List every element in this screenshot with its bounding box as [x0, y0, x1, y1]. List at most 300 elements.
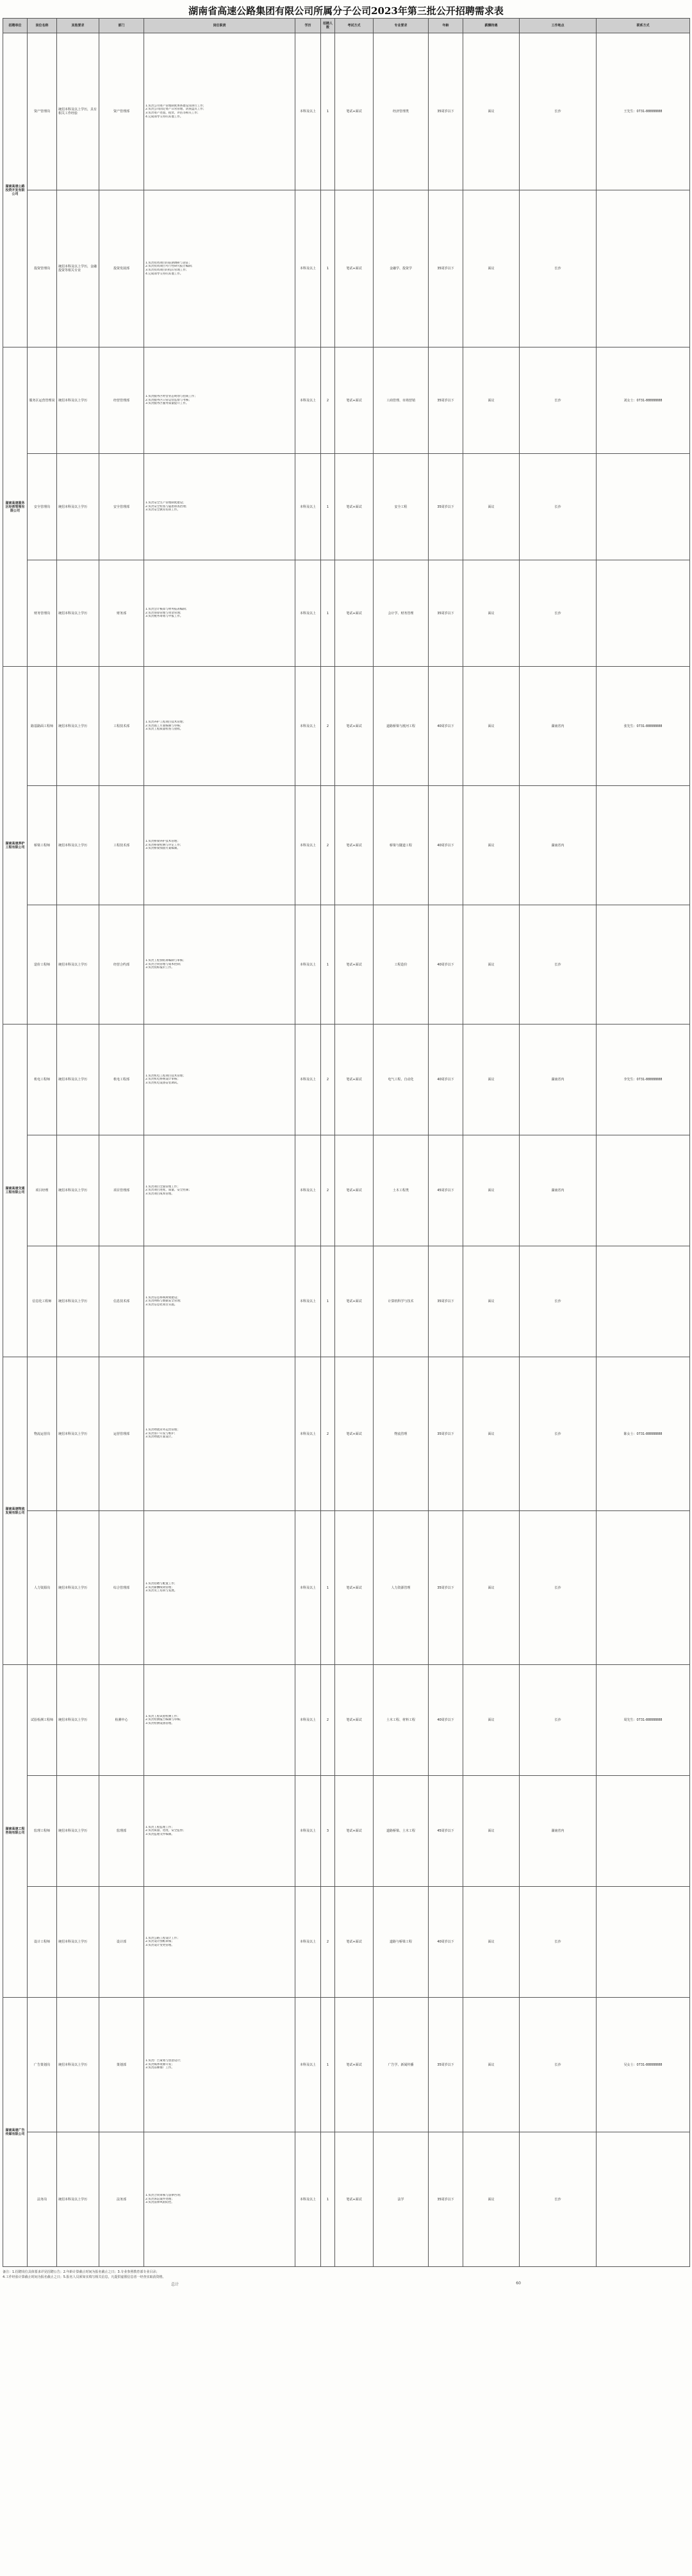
- table-row: [3, 454, 690, 560]
- req-cell: 统招本科及以上学历: [57, 667, 99, 786]
- table-row: [3, 1887, 690, 1998]
- req-cell: 统招本科及以上学历: [57, 560, 99, 667]
- post-cell: 财务管理岗: [28, 560, 57, 667]
- exam-cell: 笔试+面试: [335, 1135, 374, 1246]
- edu-cell: 本科及以上: [295, 454, 321, 560]
- major-cell: 经济管理类: [374, 33, 429, 190]
- num-cell: 2: [321, 786, 335, 905]
- edu-cell: 本科及以上: [295, 667, 321, 786]
- table-body: [3, 33, 690, 2267]
- post-cell: 人力资源岗: [28, 1511, 57, 1665]
- header-salary: 薪酬待遇: [463, 19, 520, 33]
- duty-line: 4.完成领导交办的其他工作。: [145, 272, 183, 276]
- org-cell: 湖南高速广告传媒有限公司: [3, 1998, 28, 2267]
- duty-line: 2.负责公司固定资产日常管理、清查盘点工作；: [145, 108, 206, 112]
- dept-cell: 机电工程部: [99, 1025, 144, 1135]
- duty-line: 3.负责安全教育培训工作。: [145, 508, 180, 512]
- contact-cell: [597, 1887, 690, 1998]
- contact-cell: [597, 786, 690, 905]
- org-cell: 湖南高速交通工程有限公司: [3, 1025, 28, 1357]
- duty-line: 1.负责机电工程项目技术管理；: [145, 1074, 186, 1078]
- contact-cell: [597, 1246, 690, 1357]
- place-cell: 长沙: [520, 560, 597, 667]
- exam-cell: 笔试+面试: [335, 2132, 374, 2267]
- contact-cell: [597, 1776, 690, 1887]
- header-age: 年龄: [429, 19, 463, 33]
- dept-cell: 监理部: [99, 1776, 144, 1887]
- table-row: [3, 1776, 690, 1887]
- duty-line: 3.负责桥梁加固方案编制。: [145, 847, 180, 851]
- duty-line: 3.负责工程质量检查与验收。: [145, 728, 183, 732]
- duty-line: 2.负责客户开发与维护；: [145, 1432, 177, 1435]
- exam-cell: 笔试+面试: [335, 1357, 374, 1511]
- duty-line: 3.负责品牌推广工作。: [145, 2066, 174, 2070]
- dept-cell: 工程技术部: [99, 786, 144, 905]
- major-cell: 工程造价: [374, 905, 429, 1025]
- salary-cell: 面议: [463, 2132, 520, 2267]
- notes: [3, 2270, 689, 2280]
- edu-cell: 本科及以上: [295, 1246, 321, 1357]
- duty-line: 1.负责项目全面管理工作；: [145, 1185, 180, 1189]
- dept-cell: 检测中心: [99, 1665, 144, 1776]
- duty-cell: [144, 33, 295, 190]
- contact-cell: [597, 905, 690, 1025]
- table-row: [3, 786, 690, 905]
- place-cell: 长沙: [520, 1357, 597, 1511]
- edu-cell: 本科及以上: [295, 1665, 321, 1776]
- num-cell: 2: [321, 1887, 335, 1998]
- contact-cell: 周先生：0731-88888888: [597, 1665, 690, 1776]
- num-cell: 1: [321, 190, 335, 347]
- place-cell: 湖南省内: [520, 1776, 597, 1887]
- duty-line: 3.负责信息化项目实施。: [145, 1303, 177, 1307]
- table-row: [3, 1135, 690, 1246]
- exam-cell: 笔试+面试: [335, 667, 374, 786]
- req-cell: 统招本科及以上学历: [57, 347, 99, 454]
- note-line: 4.工作经验计算截止时间为报名截止之日；5.报名人员须如实填写相关信息，凡提供虚假信息者一经查实取消资格。: [3, 2275, 166, 2279]
- exam-cell: 笔试+面试: [335, 1246, 374, 1357]
- major-cell: 道路桥梁与渡河工程: [374, 667, 429, 786]
- place-cell: 长沙: [520, 33, 597, 190]
- duty-cell: [144, 454, 295, 560]
- duty-cell: [144, 190, 295, 347]
- salary-cell: 面议: [463, 347, 520, 454]
- edu-cell: 本科及以上: [295, 786, 321, 905]
- dept-cell: 法务部: [99, 2132, 144, 2267]
- req-cell: 统招本科及以上学历: [57, 1246, 99, 1357]
- num-cell: 1: [321, 454, 335, 560]
- num-cell: 2: [321, 1665, 335, 1776]
- duty-cell: [144, 347, 295, 454]
- req-cell: 统招本科及以上学历: [57, 1665, 99, 1776]
- age-cell: 35周岁以下: [429, 1998, 463, 2132]
- dept-cell: 综合管理部: [99, 1511, 144, 1665]
- post-cell: 安全管理岗: [28, 454, 57, 560]
- duty-cell: [144, 1135, 295, 1246]
- duty-line: 3.负责资产处置、租赁、评估等相关工作；: [145, 112, 201, 115]
- post-cell: 广告策划岗: [28, 1998, 57, 2132]
- footer: [3, 2281, 689, 2287]
- place-cell: 长沙: [520, 905, 597, 1025]
- major-cell: 土木工程、材料工程: [374, 1665, 429, 1776]
- duty-line: 1.负责安全生产管理制度建设；: [145, 501, 186, 505]
- duty-line: 1.负责投资项目的前期调研与论证；: [145, 261, 192, 265]
- duty-line: 2.负责质量、进度、安全监督；: [145, 1829, 186, 1833]
- contact-cell: 李先生：0731-88888888: [597, 1025, 690, 1135]
- contact-cell: 张先生：0731-88888888: [597, 667, 690, 786]
- table-row: [3, 33, 690, 190]
- exam-cell: 笔试+面试: [335, 347, 374, 454]
- header-exam: 考试方式: [335, 19, 374, 33]
- place-cell: 长沙: [520, 2132, 597, 2267]
- post-cell: 桥梁工程师: [28, 786, 57, 905]
- dept-cell: 资产管理部: [99, 33, 144, 190]
- table-row: [3, 1025, 690, 1135]
- duty-line: 2.负责服务区日常运营监督与考核；: [145, 398, 192, 402]
- duty-line: 1.负责桥梁养护技术管理；: [145, 840, 180, 844]
- duty-line: 3.负责监理文件编制。: [145, 1832, 174, 1836]
- salary-cell: 面议: [463, 1511, 520, 1665]
- req-cell: 统招本科及以上学历: [57, 1998, 99, 2132]
- num-cell: 1: [321, 1511, 335, 1665]
- duty-line: 2.负责合同管理与成本控制；: [145, 962, 183, 966]
- place-cell: 湖南省内: [520, 667, 597, 786]
- salary-cell: 面议: [463, 1357, 520, 1511]
- salary-cell: 面议: [463, 1025, 520, 1135]
- num-cell: 1: [321, 905, 335, 1025]
- age-cell: 40周岁以下: [429, 905, 463, 1025]
- edu-cell: 本科及以上: [295, 2132, 321, 2267]
- place-cell: 湖南省内: [520, 1025, 597, 1135]
- duty-line: 3.负责设计变更管理。: [145, 1943, 174, 1947]
- duty-cell: [144, 905, 295, 1025]
- age-cell: 45周岁以下: [429, 1135, 463, 1246]
- req-cell: 统招本科及以上学历: [57, 1025, 99, 1135]
- req-cell: 统招本科及以上学历: [57, 1776, 99, 1887]
- duty-line: 1.负责工程预结算编制与审核；: [145, 959, 186, 963]
- duty-cell: [144, 1357, 295, 1511]
- table-row: [3, 1998, 690, 2132]
- post-cell: 项目经理: [28, 1135, 57, 1246]
- dept-cell: 经营合约部: [99, 905, 144, 1025]
- duty-line: 1.负责合同审核与法律咨询；: [145, 2194, 183, 2198]
- salary-cell: 面议: [463, 1998, 520, 2132]
- duty-line: 2.负责施工方案编制与审核；: [145, 724, 183, 728]
- salary-cell: 面议: [463, 1135, 520, 1246]
- org-cell: 湖南高速物流发展有限公司: [3, 1357, 28, 1665]
- org-cell: 湖南高速养护工程有限公司: [3, 667, 28, 1025]
- header-org: 招聘单位: [3, 19, 28, 33]
- req-cell: 统招本科及以上学历: [57, 1135, 99, 1246]
- salary-cell: 面议: [463, 667, 520, 786]
- major-cell: 计算机科学与技术: [374, 1246, 429, 1357]
- age-cell: 35周岁以下: [429, 560, 463, 667]
- duty-line: 2.负责薪酬绩效管理；: [145, 1585, 174, 1589]
- exam-cell: 笔试+面试: [335, 1025, 374, 1135]
- footer-total-value: 60: [516, 2281, 521, 2286]
- major-cell: 会计学、财务管理: [374, 560, 429, 667]
- duty-line: 1.负责养护工程项目技术管理；: [145, 721, 186, 724]
- salary-cell: 面议: [463, 1246, 520, 1357]
- place-cell: 长沙: [520, 190, 597, 347]
- contact-cell: [597, 1135, 690, 1246]
- salary-cell: 面议: [463, 560, 520, 667]
- salary-cell: 面议: [463, 786, 520, 905]
- dept-cell: 财务部: [99, 560, 144, 667]
- major-cell: 物流管理: [374, 1357, 429, 1511]
- salary-cell: 面议: [463, 190, 520, 347]
- num-cell: 2: [321, 347, 335, 454]
- duty-line: 1.负责信息系统规划建设；: [145, 1296, 180, 1300]
- table-row: [3, 905, 690, 1025]
- age-cell: 35周岁以下: [429, 454, 463, 560]
- edu-cell: 本科及以上: [295, 190, 321, 347]
- major-cell: 安全工程: [374, 454, 429, 560]
- age-cell: 40周岁以下: [429, 1025, 463, 1135]
- edu-cell: 本科及以上: [295, 347, 321, 454]
- duty-line: 3.负责物流方案设计。: [145, 1435, 174, 1439]
- major-cell: 道路与桥梁工程: [374, 1887, 429, 1998]
- age-cell: 45周岁以下: [429, 1776, 463, 1887]
- table-row: [3, 1357, 690, 1511]
- contact-cell: 吴女士：0731-88888888: [597, 1998, 690, 2132]
- num-cell: 1: [321, 33, 335, 190]
- req-cell: 统招本科及以上学历: [57, 1511, 99, 1665]
- table-row: [3, 1511, 690, 1665]
- place-cell: 长沙: [520, 1511, 597, 1665]
- duty-line: 3.负责法律风险防控。: [145, 2201, 174, 2205]
- post-cell: 设计工程师: [28, 1887, 57, 1998]
- req-cell: 统招本科及以上学历: [57, 1357, 99, 1511]
- note-line: 备注：1.招聘岗位具体要求详见招聘公告；2.年龄计算截止时间为报名截止之日；3.专业参照教育部专业目录；: [3, 2270, 160, 2274]
- header-edu: 学历: [295, 19, 321, 33]
- edu-cell: 本科及以上: [295, 1887, 321, 1998]
- duty-cell: [144, 560, 295, 667]
- place-cell: 长沙: [520, 1246, 597, 1357]
- exam-cell: 笔试+面试: [335, 905, 374, 1025]
- duty-line: 2.负责网络与数据安全管理；: [145, 1300, 183, 1303]
- req-cell: 统招本科及以上学历: [57, 2132, 99, 2267]
- age-cell: 35周岁以下: [429, 1511, 463, 1665]
- duty-line: 1.负责会计核算与财务报表编制；: [145, 608, 189, 612]
- duty-line: 2.负责机电系统设计审核；: [145, 1078, 180, 1082]
- num-cell: 1: [321, 560, 335, 667]
- exam-cell: 笔试+面试: [335, 190, 374, 347]
- duty-line: 3.负责服务区服务质量提升工作。: [145, 402, 189, 406]
- post-cell: 投资管理岗: [28, 190, 57, 347]
- duty-line: 2.负责投资项目可行性研究报告编制；: [145, 265, 195, 269]
- exam-cell: 笔试+面试: [335, 1998, 374, 2132]
- dept-cell: 安全管理部: [99, 454, 144, 560]
- post-cell: 监理工程师: [28, 1776, 57, 1887]
- post-cell: 资产管理岗: [28, 33, 57, 190]
- age-cell: 40周岁以下: [429, 1887, 463, 1998]
- duty-cell: [144, 667, 295, 786]
- duty-cell: [144, 1665, 295, 1776]
- num-cell: 1: [321, 1998, 335, 2132]
- edu-cell: 本科及以上: [295, 1025, 321, 1135]
- place-cell: 长沙: [520, 1665, 597, 1776]
- major-cell: 工商管理、市场营销: [374, 347, 429, 454]
- dept-cell: 策划部: [99, 1998, 144, 2132]
- org-cell: 湖南高速工程咨询有限公司: [3, 1665, 28, 1998]
- salary-cell: 面议: [463, 454, 520, 560]
- major-cell: 法学: [374, 2132, 429, 2267]
- duty-cell: [144, 1025, 295, 1135]
- dept-cell: 信息技术部: [99, 1246, 144, 1357]
- req-cell: 统招本科及以上学历: [57, 454, 99, 560]
- header-major: 专业要求: [374, 19, 429, 33]
- duty-line: 3.负责项目成本管理。: [145, 1192, 174, 1196]
- dept-cell: 项目管理部: [99, 1135, 144, 1246]
- dept-cell: 设计部: [99, 1887, 144, 1998]
- duty-line: 3.负责员工培训与发展。: [145, 1589, 177, 1593]
- post-cell: 法务岗: [28, 2132, 57, 2267]
- header-place: 工作地点: [520, 19, 597, 33]
- exam-cell: 笔试+面试: [335, 1511, 374, 1665]
- post-cell: 物流运营岗: [28, 1357, 57, 1511]
- duty-line: 2.负责安全检查与隐患排查治理；: [145, 505, 189, 508]
- post-cell: 服务区运营管理岗: [28, 347, 57, 454]
- num-cell: 3: [321, 1776, 335, 1887]
- post-cell: 机电工程师: [28, 1025, 57, 1135]
- major-cell: 人力资源管理: [374, 1511, 429, 1665]
- exam-cell: 笔试+面试: [335, 1887, 374, 1998]
- recruitment-table: [3, 18, 690, 2267]
- salary-cell: 面议: [463, 1887, 520, 1998]
- edu-cell: 本科及以上: [295, 560, 321, 667]
- age-cell: 35周岁以下: [429, 2132, 463, 2267]
- footer-total-label: 总计: [171, 2282, 179, 2287]
- place-cell: 长沙: [520, 454, 597, 560]
- major-cell: 道路桥梁、土木工程: [374, 1776, 429, 1887]
- dept-cell: 经营管理部: [99, 347, 144, 454]
- place-cell: 湖南省内: [520, 1135, 597, 1246]
- table-header-row: [3, 19, 690, 33]
- major-cell: 土木工程类: [374, 1135, 429, 1246]
- edu-cell: 本科及以上: [295, 1776, 321, 1887]
- num-cell: 2: [321, 1135, 335, 1246]
- num-cell: 2: [321, 1357, 335, 1511]
- duty-cell: [144, 1887, 295, 1998]
- duty-line: 3.负责投标报价工作。: [145, 966, 174, 970]
- salary-cell: 面议: [463, 1665, 520, 1776]
- req-cell: 统招本科及以上学历: [57, 786, 99, 905]
- exam-cell: 笔试+面试: [335, 786, 374, 905]
- edu-cell: 本科及以上: [295, 1998, 321, 2132]
- exam-cell: 笔试+面试: [335, 1665, 374, 1776]
- duty-cell: [144, 1511, 295, 1665]
- place-cell: 长沙: [520, 1998, 597, 2132]
- org-cell: 湖南高速公路投资开发有限公司: [3, 33, 28, 347]
- post-cell: 路基路面工程师: [28, 667, 57, 786]
- org-cell: 湖南高速服务区经营管理有限公司: [3, 347, 28, 667]
- page-title: 湖南省高速公路集团有限公司所属分子公司2023年第三批公开招聘需求表: [188, 5, 504, 17]
- contact-cell: [597, 2132, 690, 2267]
- duty-cell: [144, 1776, 295, 1887]
- req-cell: 统招本科及以上学历: [57, 905, 99, 1025]
- age-cell: 40周岁以下: [429, 1665, 463, 1776]
- header-num: 招聘人数: [321, 19, 335, 33]
- edu-cell: 本科及以上: [295, 33, 321, 190]
- edu-cell: 本科及以上: [295, 905, 321, 1025]
- place-cell: 湖南省内: [520, 786, 597, 905]
- place-cell: 长沙: [520, 347, 597, 454]
- place-cell: 长沙: [520, 1887, 597, 1998]
- req-cell: 统招本科及以上学历，金融投资等相关专业: [57, 190, 99, 347]
- duty-line: 2.负责检测报告编制与审核；: [145, 1718, 183, 1722]
- dept-cell: 运营管理部: [99, 1357, 144, 1511]
- contact-cell: [597, 454, 690, 560]
- table-row: [3, 2132, 690, 2267]
- duty-line: 2.负责诉讼案件处理；: [145, 2197, 174, 2201]
- duty-line: 3.负责检测设备管理。: [145, 1721, 174, 1725]
- duty-line: 1.负责服务区经营业态规划与招商工作；: [145, 395, 197, 399]
- num-cell: 2: [321, 667, 335, 786]
- duty-line: 1.负责广告策划与创意设计；: [145, 2059, 183, 2063]
- header-req: 其他要求: [57, 19, 99, 33]
- duty-line: 3.负责投资项目的投后管理工作；: [145, 269, 189, 272]
- age-cell: 35周岁以下: [429, 33, 463, 190]
- num-cell: 1: [321, 2132, 335, 2267]
- duty-line: 3.负责机电设备安装调试。: [145, 1081, 180, 1085]
- duty-cell: [144, 786, 295, 905]
- contact-cell: [597, 560, 690, 667]
- post-cell: 试验检测工程师: [28, 1665, 57, 1776]
- salary-cell: 面议: [463, 905, 520, 1025]
- duty-line: 1.负责工程试验检测工作；: [145, 1714, 180, 1718]
- dept-cell: 工程技术部: [99, 667, 144, 786]
- header-contact: 联系方式: [597, 19, 690, 33]
- major-cell: 广告学、新闻传播: [374, 1998, 429, 2132]
- major-cell: 电气工程、自动化: [374, 1025, 429, 1135]
- exam-cell: 笔试+面试: [335, 33, 374, 190]
- age-cell: 35周岁以下: [429, 1246, 463, 1357]
- contact-cell: 陈女士：0731-88888888: [597, 1357, 690, 1511]
- duty-cell: [144, 1246, 295, 1357]
- contact-cell: 刘女士：0731-88888888: [597, 347, 690, 454]
- salary-cell: 面议: [463, 33, 520, 190]
- post-cell: 信息化工程师: [28, 1246, 57, 1357]
- header-dept: 部门: [99, 19, 144, 33]
- table-row: [3, 347, 690, 454]
- duty-line: 1.负责公司资产管理制度体系建设及执行工作；: [145, 104, 206, 108]
- contact-cell: 王先生：0731-88888888: [597, 33, 690, 190]
- duty-line: 1.负责招聘与配置工作；: [145, 1582, 177, 1586]
- duty-line: 3.负责税务筹划与申报工作。: [145, 615, 183, 619]
- dept-cell: 投资发展部: [99, 190, 144, 347]
- req-cell: 统招本科及以上学历，具有相关工作经验: [57, 33, 99, 190]
- exam-cell: 笔试+面试: [335, 454, 374, 560]
- table-row: [3, 560, 690, 667]
- header-duty: 岗位职责: [144, 19, 295, 33]
- duty-cell: [144, 2132, 295, 2267]
- header-post: 岗位名称: [28, 19, 57, 33]
- req-cell: 统招本科及以上学历: [57, 1887, 99, 1998]
- edu-cell: 本科及以上: [295, 1357, 321, 1511]
- age-cell: 35周岁以下: [429, 190, 463, 347]
- duty-line: 2.负责媒体资源开发；: [145, 2062, 174, 2066]
- table-row: [3, 1246, 690, 1357]
- duty-line: 1.负责物流业务运营管理；: [145, 1428, 180, 1432]
- duty-line: 1.负责工程监理工作；: [145, 1825, 174, 1829]
- table-row: [3, 190, 690, 347]
- edu-cell: 本科及以上: [295, 1135, 321, 1246]
- duty-line: 4.完成领导交办的其他工作。: [145, 115, 183, 119]
- duty-line: 1.负责公路工程设计工作；: [145, 1936, 180, 1940]
- duty-line: 2.负责设计图纸审核；: [145, 1940, 174, 1944]
- edu-cell: 本科及以上: [295, 1511, 321, 1665]
